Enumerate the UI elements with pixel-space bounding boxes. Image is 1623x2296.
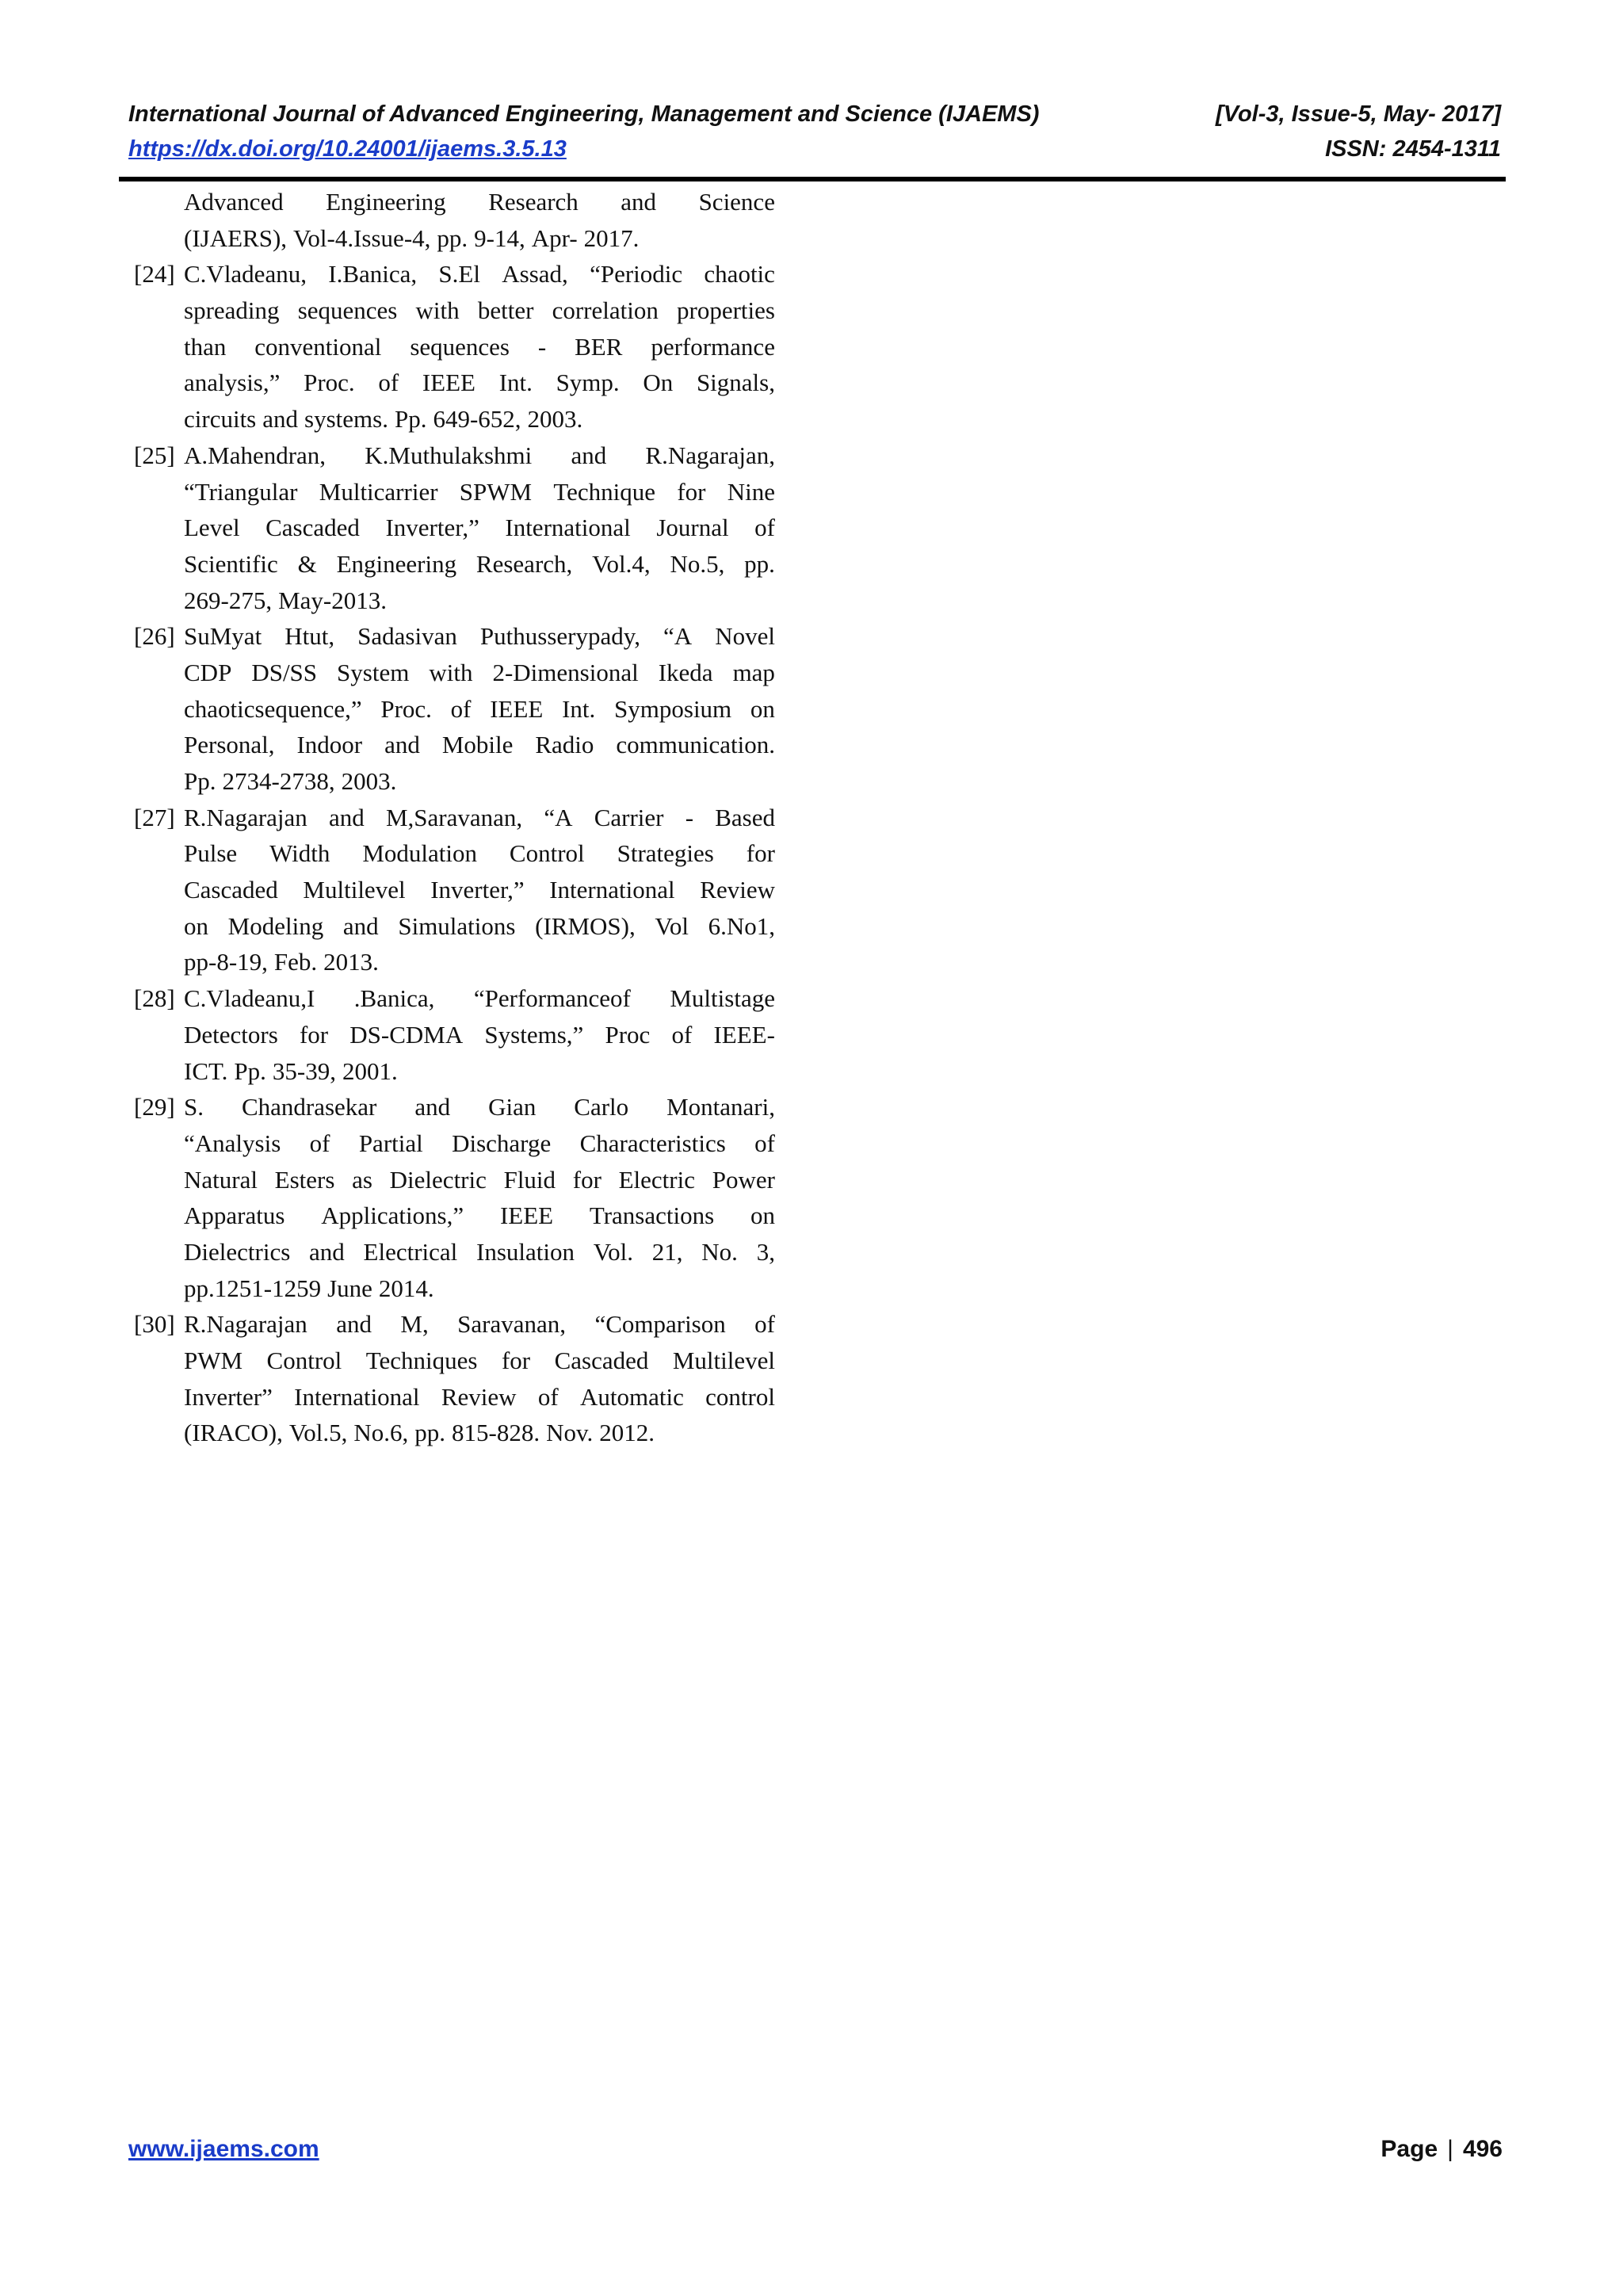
reference-line: pp-8-19, Feb. 2013. [184,948,379,976]
header-bottom-row [128,132,1501,166]
page-number: 496 [1462,2136,1503,2162]
reference-line: Inverter” International Review of Automatic control [184,1382,775,1411]
reference-line: (IJAERS), Vol-4.Issue-4, pp. 9-14, Apr- 2017. [184,223,640,252]
reference-item [134,184,775,256]
page-header [128,97,1501,166]
reference-line: Advanced Engineering Research and Science [184,188,775,216]
reference-line: Cascaded Multilevel Inverter,” International Review [184,876,775,904]
reference-line: Natural Esters as Dielectric Fluid for Electric Power [184,1165,775,1194]
reference-line: ICT. Pp. 35-39, 2001. [184,1056,398,1085]
page-indicator [1381,2136,1503,2163]
reference-line: chaoticsequence,” Proc. of IEEE Int. Symposium on [184,694,775,723]
website-link[interactable]: www.ijaems.com [128,2136,319,2162]
reference-line: C.Vladeanu,I .Banica, “Performanceof Multistage [184,984,775,1013]
page-label: Page [1381,2136,1438,2162]
reference-line: Level Cascaded Inverter,” International Journal of [184,514,775,542]
reference-line: pp.1251-1259 June 2014. [184,1274,434,1302]
reference-line: Pp. 2734-2738, 2003. [184,767,397,795]
reference-item [134,256,775,437]
reference-line: Dielectrics and Electrical Insulation Vol. 21, No. 3, [184,1237,775,1266]
volume-issue: [Vol-3, Issue-5, May- 2017] [1216,101,1501,127]
reference-line: “Analysis of Partial Discharge Characteristics of [184,1129,775,1157]
reference-line: CDP DS/SS System with 2-Dimensional Ikeda map [184,658,775,686]
reference-text [184,1306,775,1451]
reference-number: [27] [134,803,175,831]
reference-item [134,1089,775,1306]
doi-link[interactable]: https://dx.doi.org/10.24001/ijaems.3.5.13 [128,136,567,162]
header-divider [119,177,1506,181]
reference-item [134,1306,775,1451]
reference-line: 269-275, May-2013. [184,586,387,614]
reference-line: Apparatus Applications,” IEEE Transactions on [184,1201,775,1230]
reference-list [134,184,775,1451]
journal-title: International Journal of Advanced Engineering, Management and Science (IJAEMS) [128,101,1040,127]
reference-text [184,437,775,618]
reference-line: “Triangular Multicarrier SPWM Technique for Nine [184,477,775,506]
reference-line: SuMyat Htut, Sadasivan Puthusserypady, “A Novel [184,622,775,651]
reference-text [184,800,775,980]
reference-line: Personal, Indoor and Mobile Radio communication. [184,731,775,759]
reference-line: C.Vladeanu, I.Banica, S.El Assad, “Periodic chaotic [184,260,775,288]
reference-number: [26] [134,622,175,651]
reference-line: analysis,” Proc. of IEEE Int. Symp. On Signals, [184,369,775,397]
reference-number: [24] [134,260,175,288]
reference-number: [28] [134,984,175,1013]
header-top-row [128,97,1501,132]
reference-item [134,618,775,799]
reference-line: spreading sequences with better correlation properties [184,296,775,325]
reference-item [134,800,775,980]
reference-line: PWM Control Techniques for Cascaded Multilevel [184,1347,775,1374]
issn: ISSN: 2454-1311 [1325,136,1501,162]
reference-text [184,184,775,256]
reference-text [184,980,775,1089]
reference-line: circuits and systems. Pp. 649-652, 2003. [184,405,583,434]
reference-line: on Modeling and Simulations (IRMOS), Vol 6.No1, [184,911,775,940]
reference-number: [30] [134,1310,175,1339]
reference-text [184,618,775,799]
reference-line: A.Mahendran, K.Muthulakshmi and R.Nagarajan, [184,441,775,469]
reference-line: (IRACO), Vol.5, No.6, pp. 815-828. Nov. 2012. [184,1419,655,1447]
reference-text [184,1089,775,1306]
page-separator: | [1447,2136,1453,2162]
reference-line: than conventional sequences - BER performance [184,332,775,361]
reference-line: S. Chandrasekar and Gian Carlo Montanari, [184,1093,775,1121]
reference-line: R.Nagarajan and M, Saravanan, “Comparison of [184,1310,775,1339]
reference-number: [25] [134,441,175,469]
reference-line: R.Nagarajan and M,Saravanan, “A Carrier - Based [184,803,775,831]
reference-line: Scientific & Engineering Research, Vol.4, No.5, pp. [184,549,775,578]
reference-item [134,437,775,618]
reference-text [184,256,775,437]
reference-item [134,980,775,1089]
reference-line: Detectors for DS-CDMA Systems,” Proc of IEEE- [184,1020,775,1049]
reference-number: [29] [134,1093,175,1121]
reference-line: Pulse Width Modulation Control Strategies for [184,839,775,868]
page-footer [128,2136,1503,2163]
